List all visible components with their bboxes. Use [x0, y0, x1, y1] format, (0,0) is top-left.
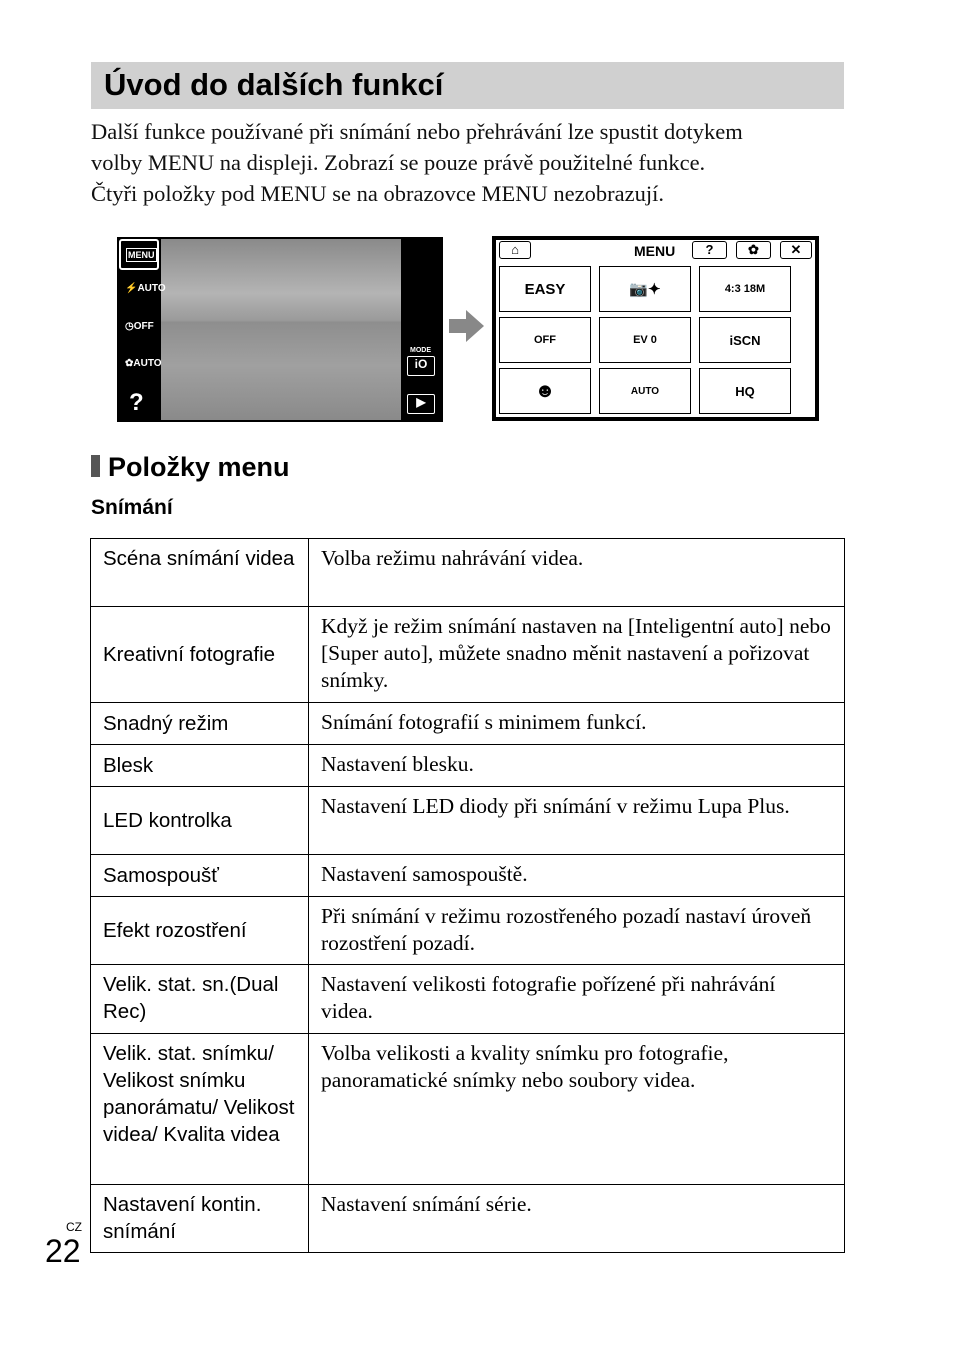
ev-cell[interactable]: EV 0 [599, 317, 691, 363]
intro-text [91, 116, 851, 209]
burst-off-cell[interactable]: OFF [499, 317, 591, 363]
item-name: Efekt rozostření [91, 897, 309, 965]
item-name: Scéna snímání videa [91, 539, 309, 607]
shooting-screen [117, 237, 443, 422]
table-row [91, 965, 845, 1034]
table-row [91, 1034, 845, 1185]
item-name: Kreativní fotografie [91, 607, 309, 703]
intro-line: Čtyři položky pod MENU se na obrazovce MENU nezobrazují. [91, 181, 664, 206]
toolbox-icon[interactable]: ⌂ [499, 241, 531, 259]
menu-items-table [90, 538, 845, 1253]
section-heading: Položky menu [91, 452, 290, 483]
close-button[interactable]: ✕ [780, 241, 812, 259]
menu-button[interactable]: MENU [119, 239, 159, 270]
item-description: Nastavení blesku. [309, 745, 845, 787]
item-name: Nastavení kontin. snímání [91, 1185, 309, 1253]
item-description: Nastavení LED diody při snímání v režimu Lupa Plus. [309, 787, 845, 855]
smile-cell[interactable]: ☻ [499, 368, 591, 414]
item-name: Samospoušť [91, 855, 309, 897]
heading-marker [91, 455, 100, 477]
intro-line: volby MENU na displeji. Zobrazí se pouze právě použitelné funkce. [91, 150, 706, 175]
intro-line: Další funkce používané při snímání nebo přehrávání lze spustit dotykem [91, 119, 743, 144]
item-name: LED kontrolka [91, 787, 309, 855]
item-description: Snímání fotografií s minimem funkcí. [309, 703, 845, 745]
item-description: Nastavení velikosti fotografie pořízené při nahrávání videa. [309, 965, 845, 1034]
menu-screen [492, 236, 819, 421]
scene-cell[interactable]: iSCN [699, 317, 791, 363]
self-timer-icon[interactable]: ◷OFF [125, 321, 154, 332]
settings-button[interactable]: ✿ [736, 241, 771, 259]
movie-quality-cell[interactable]: HQ [699, 368, 791, 414]
item-name: Velik. stat. snímku/ Velikost snímku panorámatu/ Velikost videa/ Kvalita videa [91, 1034, 309, 1185]
item-description: Při snímání v režimu rozostřeného pozadí nastaví úroveň rozostření pozadí. [309, 897, 845, 965]
beach-photo [161, 239, 401, 420]
language-code: CZ [66, 1220, 82, 1234]
title-bar [91, 62, 844, 109]
help-button[interactable]: ? [692, 241, 727, 259]
easy-mode-cell[interactable]: EASY [499, 266, 591, 312]
item-name: Velik. stat. sn.(Dual Rec) [91, 965, 309, 1034]
item-description: Nastavení snímání série. [309, 1185, 845, 1253]
table-row [91, 897, 845, 965]
item-name: Snadný režim [91, 703, 309, 745]
table-row [91, 855, 845, 897]
item-description: Když je režim snímání nastaven na [Inteligentní auto] nebo [Super auto], můžete snadno měnit nastavení a pořizovat snímky. [309, 607, 845, 703]
flash-icon[interactable]: ⚡AUTO [125, 283, 166, 294]
item-description: Nastavení samospouště. [309, 855, 845, 897]
table-row [91, 745, 845, 787]
subsection-heading: Snímání [91, 496, 173, 519]
page-title: Úvod do dalších funkcí [104, 67, 444, 102]
creative-photo-cell[interactable]: 📷✦ [599, 266, 691, 312]
page-number: 22 [45, 1233, 81, 1269]
table-row [91, 1185, 845, 1253]
item-description: Volba režimu nahrávání videa. [309, 539, 845, 607]
item-name: Blesk [91, 745, 309, 787]
macro-icon[interactable]: ✿AUTO [125, 358, 162, 369]
item-description: Volba velikosti a kvality snímku pro fotografie, panoramatické snímky nebo soubory videa. [309, 1034, 845, 1185]
play-button[interactable]: ▶ [407, 394, 435, 414]
help-icon[interactable]: ? [129, 389, 144, 416]
mode-label: MODE [410, 347, 431, 354]
table-row [91, 607, 845, 703]
menu-title: MENU [634, 243, 676, 259]
image-size-cell[interactable]: 4:3 18M [699, 266, 791, 312]
table-row [91, 703, 845, 745]
arrow-right-icon [449, 310, 484, 342]
face-detect-cell[interactable]: AUTO [599, 368, 691, 414]
table-row [91, 787, 845, 855]
table-row [91, 539, 845, 607]
mode-button[interactable]: iO [407, 356, 435, 376]
